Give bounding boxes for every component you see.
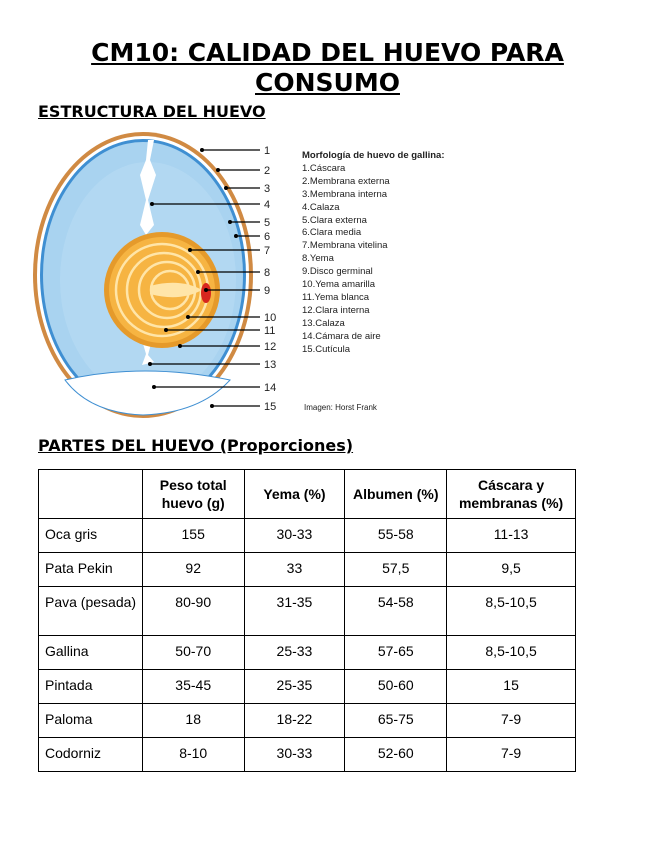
section-heading-parts: PARTES DEL HUEVO (Proporciones): [38, 436, 354, 455]
table-cell: 7-9: [447, 704, 576, 738]
diagram-number: 8: [264, 267, 271, 279]
table-header-cell: Cáscara y membranas (%): [447, 470, 576, 519]
table-cell: 65-75: [345, 704, 447, 738]
diagram-legend: [302, 150, 445, 357]
table-cell: 52-60: [345, 738, 447, 772]
section-heading-structure: ESTRUCTURA DEL HUEVO: [38, 102, 266, 121]
table-header-cell: [39, 470, 143, 519]
table-row: [39, 553, 576, 587]
legend-item: 12.Clara interna: [302, 304, 370, 316]
diagram-number: 4: [264, 199, 271, 211]
table-cell: Pata Pekin: [39, 553, 143, 587]
table-cell: 155: [142, 519, 244, 553]
table-cell: 25-35: [244, 670, 345, 704]
table-cell: Paloma: [39, 704, 143, 738]
egg-structure-diagram: [30, 130, 300, 430]
image-credit: Imagen: Horst Frank: [304, 403, 377, 412]
table-cell: 50-60: [345, 670, 447, 704]
diagram-number: 1: [264, 145, 271, 157]
table-header-cell: Yema (%): [244, 470, 345, 519]
legend-item: 7.Membrana vitelina: [302, 240, 388, 252]
diagram-number: 10: [264, 312, 277, 324]
germinal-disc: [201, 283, 211, 303]
legend-item: 4.Calaza: [302, 201, 340, 213]
table-row: [39, 587, 576, 636]
table-cell: Oca gris: [39, 519, 143, 553]
table-cell: 30-33: [244, 519, 345, 553]
table-cell: 57,5: [345, 553, 447, 587]
table-header-cell: Peso total huevo (g): [142, 470, 244, 519]
legend-item: 9.Disco germinal: [302, 266, 373, 278]
table-cell: 25-33: [244, 636, 345, 670]
diagram-number: 9: [264, 285, 271, 297]
table-cell: 18: [142, 704, 244, 738]
legend-title: Morfología de huevo de gallina:: [302, 150, 445, 161]
table-cell: 8-10: [142, 738, 244, 772]
legend-item: 15.Cutícula: [302, 343, 351, 355]
diagram-number: 11: [264, 325, 276, 337]
table-cell: 33: [244, 553, 345, 587]
table-cell: Gallina: [39, 636, 143, 670]
legend-item: 6.Clara media: [302, 227, 362, 239]
table-row: [39, 670, 576, 704]
table-cell: Pava (pesada): [39, 587, 143, 636]
table-cell: 7-9: [447, 738, 576, 772]
table-cell: Codorniz: [39, 738, 143, 772]
table-cell: 57-65: [345, 636, 447, 670]
page-title: CM10: CALIDAD DEL HUEVO PARA CONSUMO: [91, 38, 564, 97]
legend-item: 5.Clara externa: [302, 214, 367, 226]
diagram-number: 3: [264, 183, 271, 195]
table-cell: 35-45: [142, 670, 244, 704]
table-cell: 54-58: [345, 587, 447, 636]
diagram-number: 2: [264, 165, 271, 177]
egg-proportions-table: [38, 469, 576, 772]
legend-item: 11.Yema blanca: [302, 291, 370, 303]
table-cell: 92: [142, 553, 244, 587]
diagram-number: 14: [264, 382, 277, 394]
table-cell: Pintada: [39, 670, 143, 704]
table-header-row: [39, 470, 576, 519]
legend-item: 3.Membrana interna: [302, 188, 388, 200]
diagram-number: 13: [264, 359, 277, 371]
table-row: [39, 738, 576, 772]
table-cell: 8,5-10,5: [447, 636, 576, 670]
table-cell: 11-13: [447, 519, 576, 553]
diagram-number: 12: [264, 341, 277, 353]
table-row: [39, 519, 576, 553]
legend-item: 1.Cáscara: [302, 162, 346, 174]
diagram-number: 5: [264, 217, 271, 229]
table-row: [39, 636, 576, 670]
table-row: [39, 704, 576, 738]
table-header-cell: Albumen (%): [345, 470, 447, 519]
table-cell: 8,5-10,5: [447, 587, 576, 636]
diagram-number: 7: [264, 245, 271, 257]
legend-item: 14.Cámara de aire: [302, 330, 381, 342]
table-cell: 18-22: [244, 704, 345, 738]
legend-item: 13.Calaza: [302, 317, 345, 329]
diagram-number: 6: [264, 231, 271, 243]
table-cell: 30-33: [244, 738, 345, 772]
table-cell: 31-35: [244, 587, 345, 636]
table-cell: 55-58: [345, 519, 447, 553]
diagram-number: 15: [264, 401, 277, 413]
table-cell: 50-70: [142, 636, 244, 670]
legend-item: 8.Yema: [302, 253, 334, 265]
legend-item: 2.Membrana externa: [302, 175, 390, 187]
air-cell: [65, 371, 230, 415]
legend-item: 10.Yema amarilla: [302, 279, 376, 291]
table-cell: 15: [447, 670, 576, 704]
table-cell: 80-90: [142, 587, 244, 636]
table-cell: 9,5: [447, 553, 576, 587]
